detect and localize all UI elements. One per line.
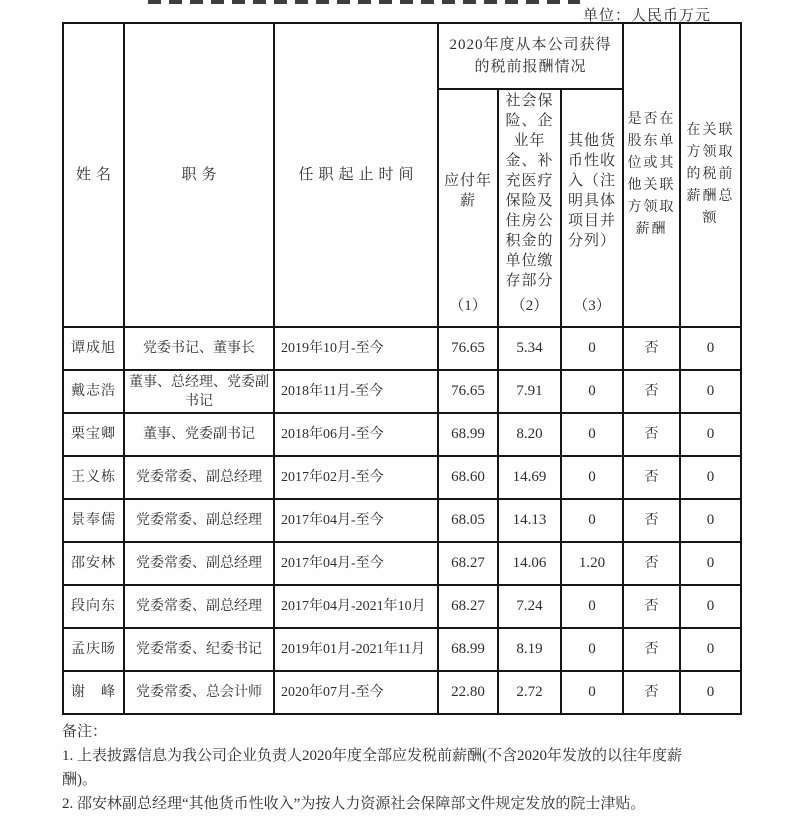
cell-tenure: 2018年11月-至今	[274, 370, 438, 413]
cell-tenure: 2017年04月-至今	[274, 499, 438, 542]
table-row	[63, 671, 741, 714]
cell-position: 党委常委、副总经理	[124, 585, 274, 628]
cell-position: 党委常委、纪委书记	[124, 628, 274, 671]
cell-related-pay: 否	[623, 370, 680, 413]
cell-related-pay: 否	[623, 628, 680, 671]
cell-salary: 76.65	[438, 370, 498, 413]
header-insurance	[498, 89, 561, 327]
cell-tenure: 2017年02月-至今	[274, 456, 438, 499]
table-row	[63, 585, 741, 628]
cell-salary: 76.65	[438, 327, 498, 370]
cell-name: 邵安林	[63, 542, 124, 585]
cell-insurance: 14.69	[498, 456, 561, 499]
cell-position: 党委常委、副总经理	[124, 456, 274, 499]
cell-other-income: 0	[561, 628, 623, 671]
cell-related-total: 0	[680, 413, 741, 456]
cell-related-total: 0	[680, 499, 741, 542]
cell-insurance: 14.13	[498, 499, 561, 542]
cell-related-total: 0	[680, 370, 741, 413]
cell-tenure: 2017年04月-至今	[274, 542, 438, 585]
table-row	[63, 456, 741, 499]
cell-related-pay: 否	[623, 542, 680, 585]
cell-name: 谭成旭	[63, 327, 124, 370]
header-other-income-label: 其他货币性收入（注明具体项目并分列）	[567, 133, 616, 249]
header-position: 职务	[124, 23, 274, 327]
table-row	[63, 327, 741, 370]
cell-insurance: 2.72	[498, 671, 561, 714]
cell-tenure: 2019年01月-2021年11月	[274, 628, 438, 671]
cell-related-total: 0	[680, 628, 741, 671]
table-row	[63, 499, 741, 542]
header-insurance-label: 社会保险、企业年金、补充医疗保险及住房公积金的单位缴存部分	[505, 93, 554, 289]
cell-name: 王义栋	[63, 456, 124, 499]
cropped-title-fragment	[148, 0, 580, 4]
header-other-income-num: （3）	[573, 298, 611, 314]
cell-name: 段向东	[63, 585, 124, 628]
notes-title: 备注：	[62, 724, 108, 740]
cell-insurance: 5.34	[498, 327, 561, 370]
cell-salary: 68.27	[438, 542, 498, 585]
cell-related-pay: 否	[623, 327, 680, 370]
cell-salary: 68.27	[438, 585, 498, 628]
cell-insurance: 8.19	[498, 628, 561, 671]
compensation-table	[62, 22, 742, 715]
cell-other-income: 0	[561, 671, 623, 714]
cell-other-income: 0	[561, 370, 623, 413]
cell-tenure: 2018年06月-至今	[274, 413, 438, 456]
cell-tenure: 2017年04月-2021年10月	[274, 585, 438, 628]
cell-salary: 68.99	[438, 413, 498, 456]
cell-salary: 68.99	[438, 628, 498, 671]
table-row	[63, 413, 741, 456]
cell-insurance: 14.06	[498, 542, 561, 585]
header-related-pay: 是否在股东单位或其他关联方领取薪酬	[623, 23, 680, 327]
cell-name: 孟庆旸	[63, 628, 124, 671]
table-row	[63, 628, 741, 671]
cell-tenure: 2019年10月-至今	[274, 327, 438, 370]
cell-insurance: 8.20	[498, 413, 561, 456]
cell-other-income: 0	[561, 456, 623, 499]
cell-related-total: 0	[680, 542, 741, 585]
cell-name: 景奉儒	[63, 499, 124, 542]
cell-other-income: 1.20	[561, 542, 623, 585]
cell-related-pay: 否	[623, 413, 680, 456]
notes-list	[62, 744, 707, 816]
note-item: 1. 上表披露信息为我公司企业负责人2020年度全部应发税前薪酬(不含2020年发放的以往年度薪酬)。	[62, 748, 682, 788]
cell-position: 党委常委、副总经理	[124, 542, 274, 585]
cell-salary: 68.60	[438, 456, 498, 499]
cell-position: 党委书记、董事长	[124, 327, 274, 370]
header-salary	[438, 89, 498, 327]
note-item: 2. 邵安林副总经理“其他货币性收入”为按人力资源社会保障部文件规定发放的院士津贴。	[62, 796, 646, 812]
cell-position: 董事、总经理、党委副书记	[124, 370, 274, 413]
header-group-2020: 2020年度从本公司获得的税前报酬情况	[438, 23, 623, 89]
header-salary-label: 应付年薪	[444, 173, 493, 209]
cell-name: 谢 峰	[63, 671, 124, 714]
cell-other-income: 0	[561, 585, 623, 628]
cell-related-total: 0	[680, 585, 741, 628]
cell-tenure: 2020年07月-至今	[274, 671, 438, 714]
table-row	[63, 542, 741, 585]
header-row-top	[63, 23, 741, 89]
cell-insurance: 7.91	[498, 370, 561, 413]
header-salary-num: （1）	[449, 298, 487, 314]
cell-insurance: 7.24	[498, 585, 561, 628]
cell-related-total: 0	[680, 671, 741, 714]
cell-other-income: 0	[561, 413, 623, 456]
cell-related-pay: 否	[623, 456, 680, 499]
cell-position: 党委常委、副总经理	[124, 499, 274, 542]
cell-position: 董事、党委副书记	[124, 413, 274, 456]
header-name: 姓名	[63, 23, 124, 327]
cell-name: 栗宝卿	[63, 413, 124, 456]
unit-label: 单位：人民币万元	[582, 8, 711, 24]
header-tenure: 任职起止时间	[274, 23, 438, 327]
header-insurance-num: （2）	[510, 298, 549, 314]
notes-section	[62, 720, 707, 816]
cell-related-total: 0	[680, 327, 741, 370]
cell-related-pay: 否	[623, 671, 680, 714]
cell-salary: 68.05	[438, 499, 498, 542]
header-other-income	[561, 89, 623, 327]
table-row	[63, 370, 741, 413]
cell-other-income: 0	[561, 499, 623, 542]
cell-position: 党委常委、总会计师	[124, 671, 274, 714]
cell-related-total: 0	[680, 456, 741, 499]
table-body	[63, 23, 741, 714]
cell-salary: 22.80	[438, 671, 498, 714]
cell-name: 戴志浩	[63, 370, 124, 413]
cell-related-pay: 否	[623, 585, 680, 628]
cell-other-income: 0	[561, 327, 623, 370]
header-related-total: 在关联方领取的税前薪酬总额	[680, 23, 741, 327]
cell-related-pay: 否	[623, 499, 680, 542]
